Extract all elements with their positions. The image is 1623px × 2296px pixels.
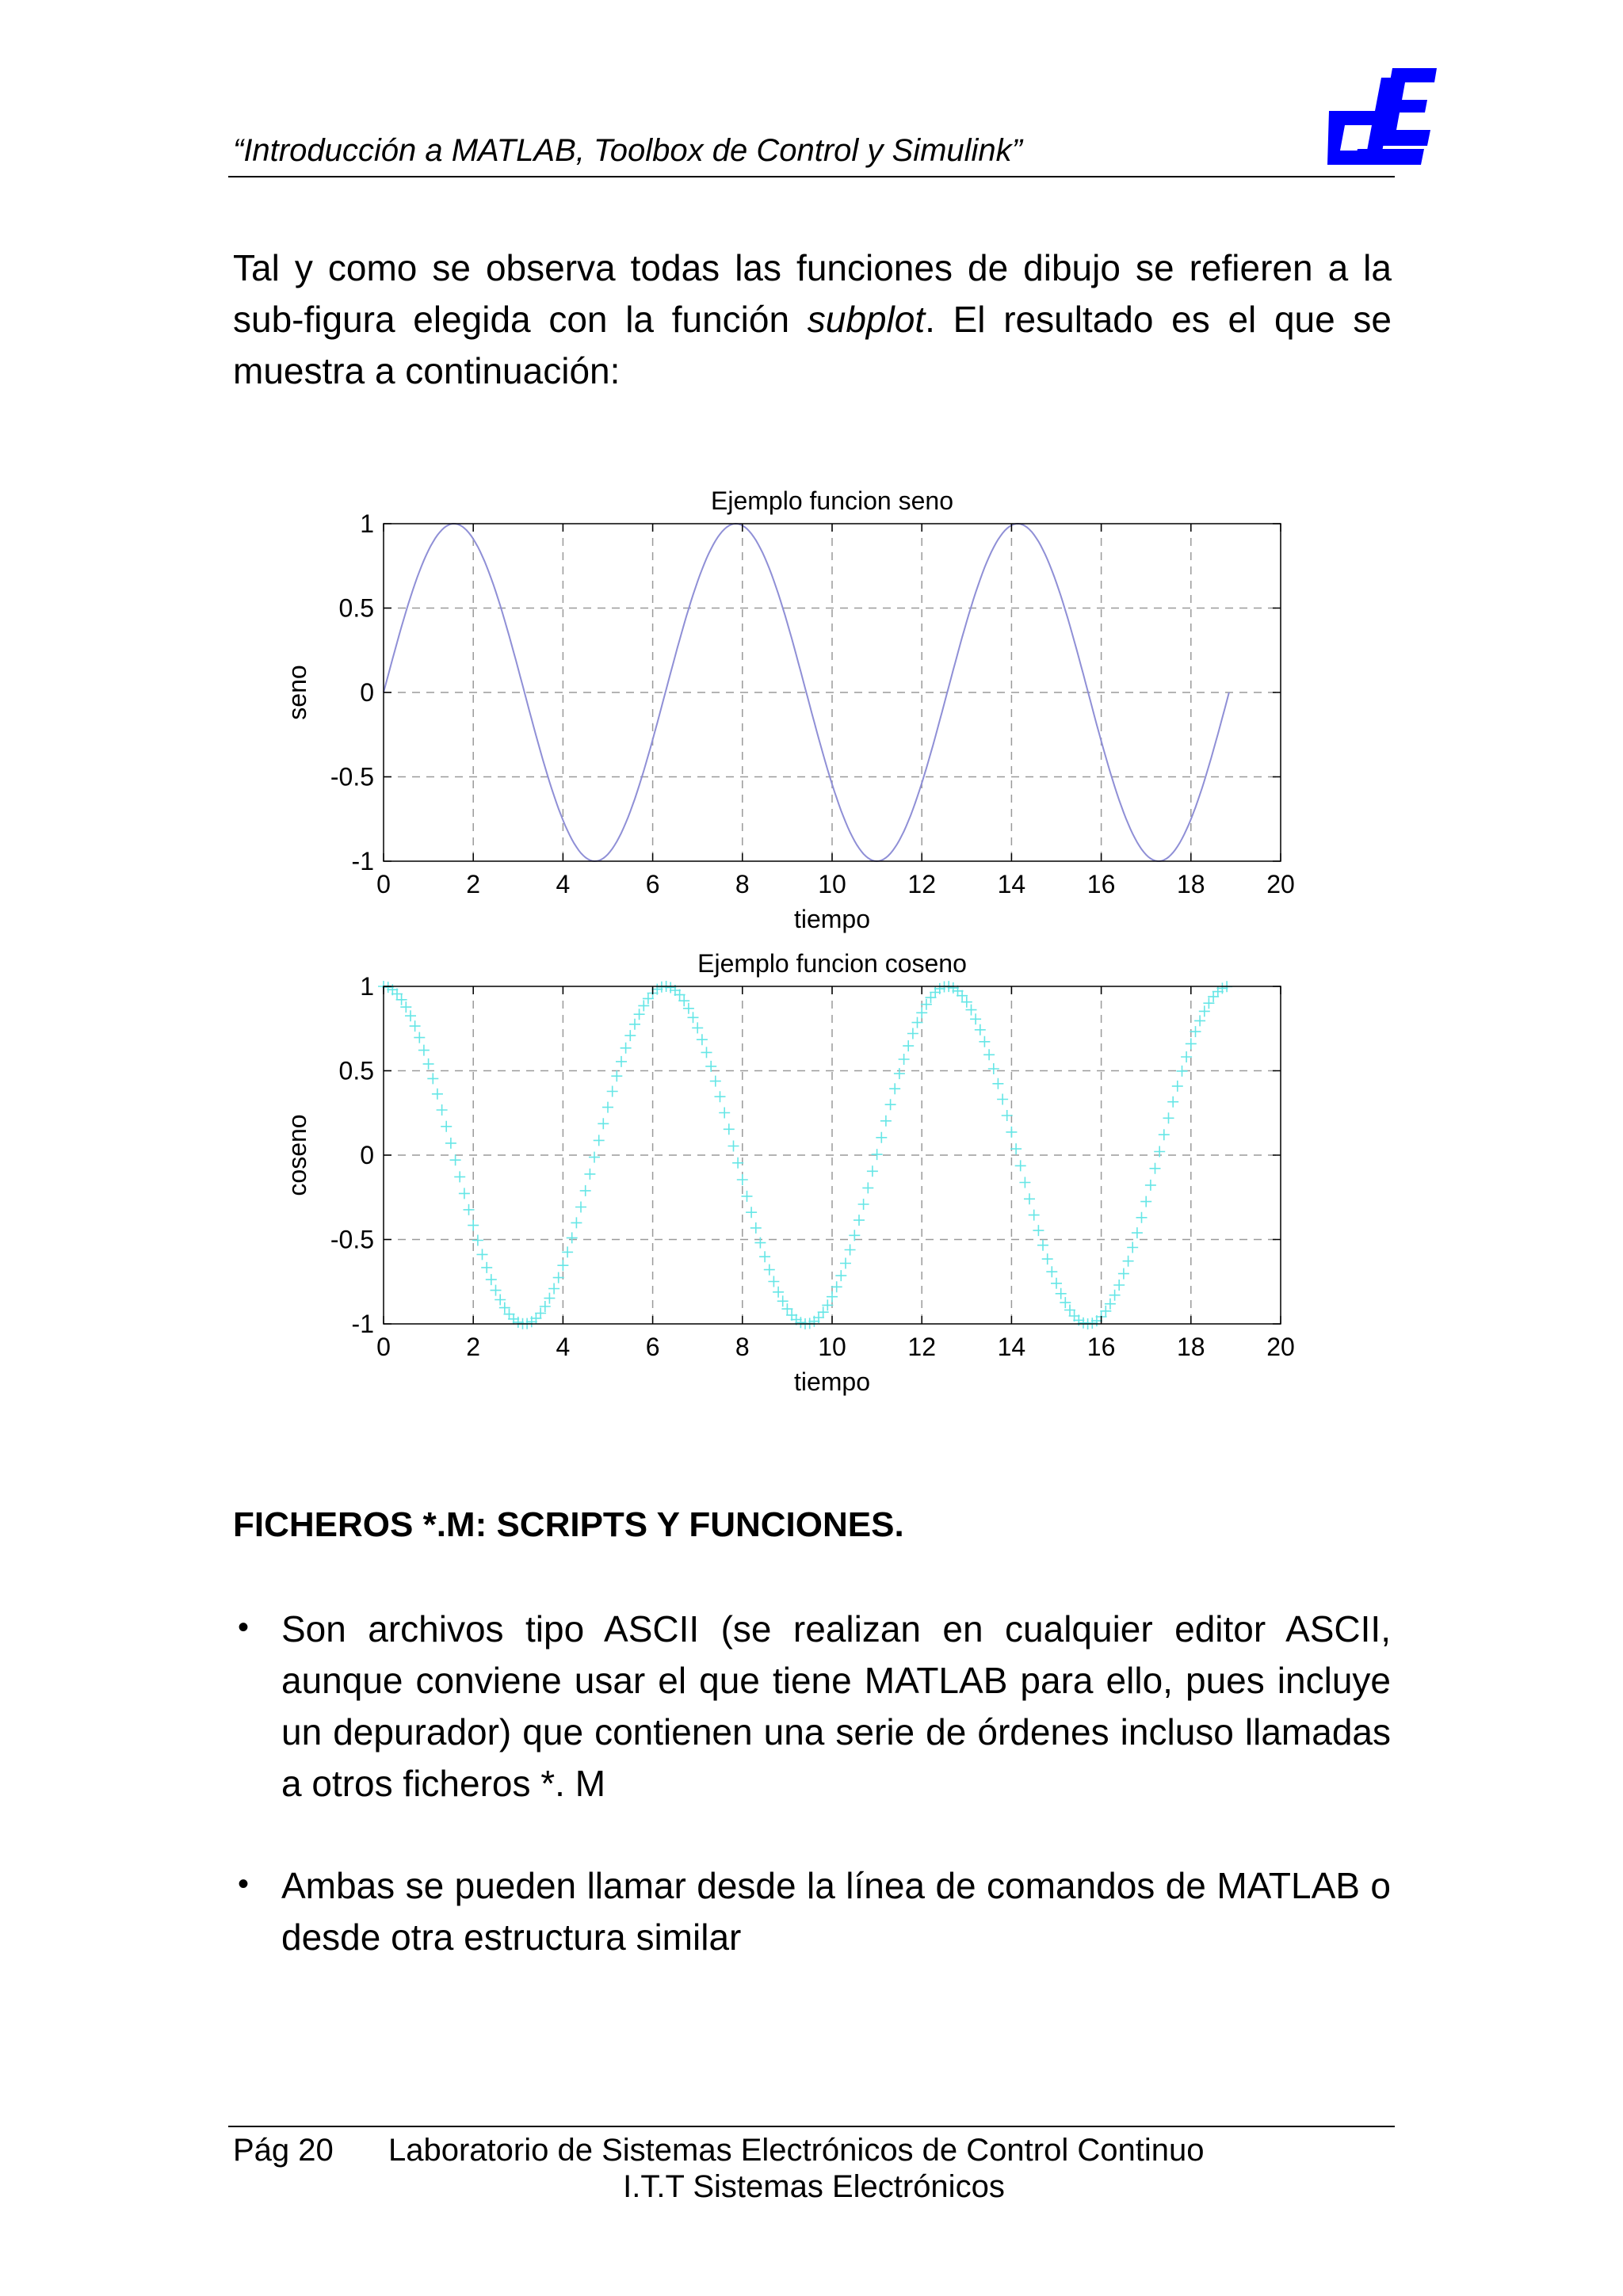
x-tick-label: 12 (907, 870, 936, 898)
x-tick-label: 4 (556, 870, 571, 898)
intro-emphasis: subplot (807, 299, 926, 340)
x-tick-label: 8 (735, 870, 750, 898)
x-tick-label: 0 (376, 1333, 391, 1361)
chart-title: Ejemplo funcion seno (711, 486, 953, 515)
bullet-item: Son archivos tipo ASCII (se realizan en cualquier editor ASCII, aunque conviene usar el que tiene MATLAB para ello, pues incluye un depurador) que contienen una serie de órdenes incluso llamadas a otros ficheros *. M (281, 1608, 1391, 1804)
y-tick-label: 0.5 (338, 1056, 374, 1085)
y-tick-label: 1 (360, 972, 374, 1001)
x-tick-label: 2 (466, 870, 481, 898)
x-tick-label: 14 (997, 870, 1026, 898)
y-tick-label: -0.5 (330, 762, 374, 791)
y-axis-label: seno (283, 665, 311, 720)
bullet-marker: • (238, 1610, 250, 1645)
logo-shapes (1327, 68, 1437, 165)
sine-subplot (283, 486, 1295, 933)
y-tick-label: -1 (351, 1310, 374, 1338)
x-tick-label: 10 (818, 870, 846, 898)
x-tick-label: 12 (907, 1333, 936, 1361)
footer-degree: I.T.T Sistemas Electrónicos (623, 2169, 1005, 2204)
y-tick-label: 0.5 (338, 593, 374, 623)
x-tick-label: 10 (818, 1333, 846, 1361)
x-tick-label: 0 (376, 870, 391, 898)
intro-paragraph (233, 242, 1392, 397)
x-tick-label: 2 (466, 1333, 481, 1361)
bullet-item: Ambas se pueden llamar desde la línea de comandos de MATLAB o desde otra estructura similar (281, 1865, 1391, 1958)
x-tick-label: 18 (1177, 1333, 1205, 1361)
x-axis-label: tiempo (793, 1367, 871, 1396)
department-logo (1319, 63, 1438, 176)
intro-text-before: Tal y como se observa todas las funciones de dibujo se refieren a la sub-figura elegida con la función (233, 247, 1392, 340)
header-divider (228, 176, 1395, 177)
x-tick-label: 4 (556, 1333, 571, 1361)
intro-text-after: . El resultado es el que se muestra a continuación: (233, 299, 1392, 391)
footer-page-number: Pág 20 (233, 2133, 334, 2168)
chart-title: Ejemplo funcion coseno (697, 949, 967, 978)
footer-divider (228, 2126, 1395, 2127)
y-axis-label: coseno (283, 1114, 311, 1196)
y-tick-label: 0 (360, 678, 374, 707)
x-tick-label: 16 (1086, 1333, 1116, 1361)
x-tick-label: 6 (645, 870, 660, 898)
y-tick-label: 0 (360, 1141, 374, 1169)
section-heading: FICHEROS *.M: SCRIPTS Y FUNCIONES. (233, 1505, 904, 1544)
x-tick-label: 6 (645, 1333, 660, 1361)
y-tick-label: -1 (351, 847, 374, 875)
y-tick-label: 1 (360, 509, 374, 538)
x-axis-label: tiempo (793, 905, 871, 933)
subplot-figure (269, 463, 1363, 1406)
y-tick-label: -0.5 (330, 1225, 374, 1254)
x-tick-label: 18 (1177, 870, 1205, 898)
header-title: “Introducción a MATLAB, Toolbox de Control y Simulink” (233, 133, 1022, 168)
footer-degree-wrap (0, 2169, 1623, 2205)
bullet-marker: • (238, 1867, 250, 1901)
x-tick-label: 14 (997, 1333, 1026, 1361)
x-tick-label: 20 (1266, 1333, 1295, 1361)
footer-course: Laboratorio de Sistemas Electrónicos de Control Continuo (388, 2133, 1205, 2168)
x-tick-label: 20 (1266, 870, 1295, 898)
x-tick-label: 16 (1086, 870, 1116, 898)
x-tick-label: 8 (735, 1333, 750, 1361)
cosine-subplot (283, 949, 1295, 1396)
